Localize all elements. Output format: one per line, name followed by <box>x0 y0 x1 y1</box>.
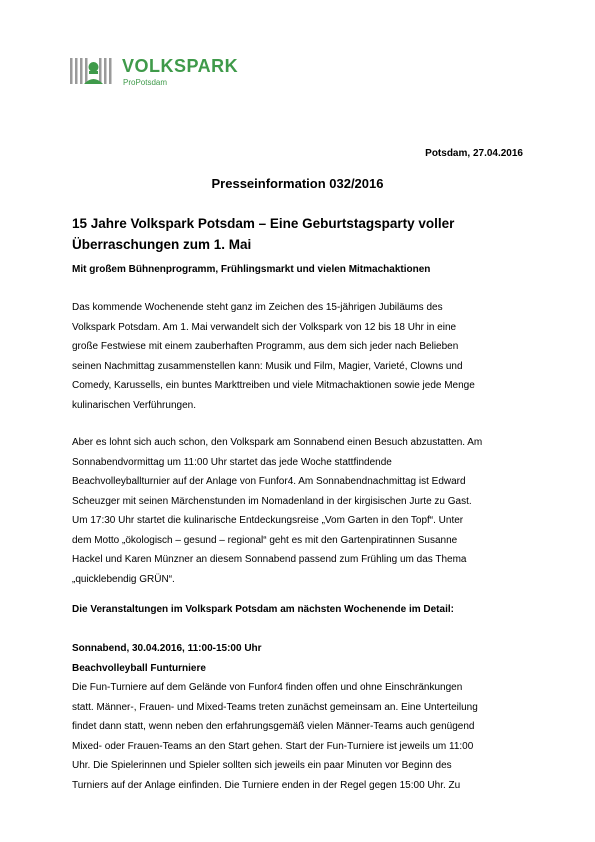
text-line: kulinarischen Verführungen. <box>72 399 196 411</box>
event-name: Beachvolleyball Funturniere <box>72 662 206 674</box>
text-line: Hackel und Karen Münzner an diesem Sonnabend passend zum Frühling um das Thema <box>72 554 467 565</box>
text-line: Aber es lohnt sich auch schon, den Volkspark am Sonnabend einen Besuch abzustatten. Am <box>72 437 483 448</box>
text-line: Das kommende Wochenende steht ganz im Zeichen des 15-jährigen Jubiläums des <box>72 302 443 313</box>
headline-line-1: 15 Jahre Volkspark Potsdam – Eine Geburtstagsparty voller <box>72 216 455 231</box>
text-line: Volkspark Potsdam. Am 1. Mai verwandelt sich der Volkspark von 12 bis 18 Uhr in eine <box>72 321 457 333</box>
text-line: dem Motto „ökologisch – gesund – regional“ geht es mit den Gartenpiratinnen Susanne <box>72 534 458 546</box>
brand-subline: ProPotsdam <box>123 78 168 87</box>
event-block <box>72 639 528 795</box>
event-date: Sonnabend, 30.04.2016, 11:00-15:00 Uhr <box>72 643 262 654</box>
text-line: Beachvolleyballturnier auf der Anlage von Funfor4. Am Sonnabendnachmittag ist Edward <box>72 476 466 487</box>
text-line: Mixed- oder Frauen-Teams an den Start gehen. Start der Fun-Turniere ist jeweils um 11:00 <box>72 740 474 752</box>
text-line: große Festwiese mit einem zauberhaften Programm, aus dem sich jeder nach Belieben <box>72 341 459 352</box>
text-line: Um 17:30 Uhr startet die kulinarische Entdeckungsreise „Vom Garten in den Topf“. Unter <box>72 515 464 526</box>
text-line: findet dann statt, wenn neben den erfahrungsgemäß vielen Männer-Teams auch genügend <box>72 721 475 732</box>
text-line: Turniers auf der Anlage einfinden. Die Turniere enden in der Regel gegen 15:00 Uhr. Zu <box>72 779 461 791</box>
headline <box>72 213 532 255</box>
volkspark-gate-icon <box>70 54 116 88</box>
volkspark-logo <box>70 54 260 94</box>
brand-volks: VOLKS <box>122 56 187 76</box>
text-line: Sonnabendvormittag um 11:00 Uhr startet das jede Woche stattfindende <box>72 456 392 468</box>
text-line: Uhr. Die Spielerinnen und Spieler sollten sich jeweils ein paar Minuten vor Beginn des <box>72 760 452 771</box>
saturday-paragraph <box>72 433 528 589</box>
text-line: „quicklebendig GRÜN“. <box>72 573 175 585</box>
text-line: seinen Nachmittag zusammenstellen kann: Musik und Film, Magier, Varieté, Clowns und <box>72 360 463 372</box>
text-line: Scheuzger mit seinen Märchenstunden im Nomadenland in der kirgisischen Jurte zu Gast. <box>72 495 472 507</box>
text-line: Die Fun-Turniere auf dem Gelände von Funfor4 finden offen und ohne Einschränkungen <box>72 682 463 693</box>
brand-park: PARK <box>186 56 239 76</box>
text-line: Comedy, Karussells, ein buntes Markttreiben und viele Mitmachaktionen sowie jede Menge <box>72 380 475 391</box>
brand-name <box>122 56 238 77</box>
press-release-number: Presseinformation 032/2016 <box>211 176 384 191</box>
subheadline: Mit großem Bühnenprogramm, Frühlingsmarkt und vielen Mitmachaktionen <box>72 264 431 275</box>
intro-paragraph <box>72 298 528 415</box>
text-line: statt. Männer-, Frauen- und Mixed-Teams treten zunächst gemeinsam an. Eine Unterteilung <box>72 701 478 713</box>
section-heading: Die Veranstaltungen im Volkspark Potsdam am nächsten Wochenende im Detail: <box>72 604 454 615</box>
headline-line-2: Überraschungen zum 1. Mai <box>72 237 252 252</box>
document-date: Potsdam, 27.04.2016 <box>425 148 523 159</box>
